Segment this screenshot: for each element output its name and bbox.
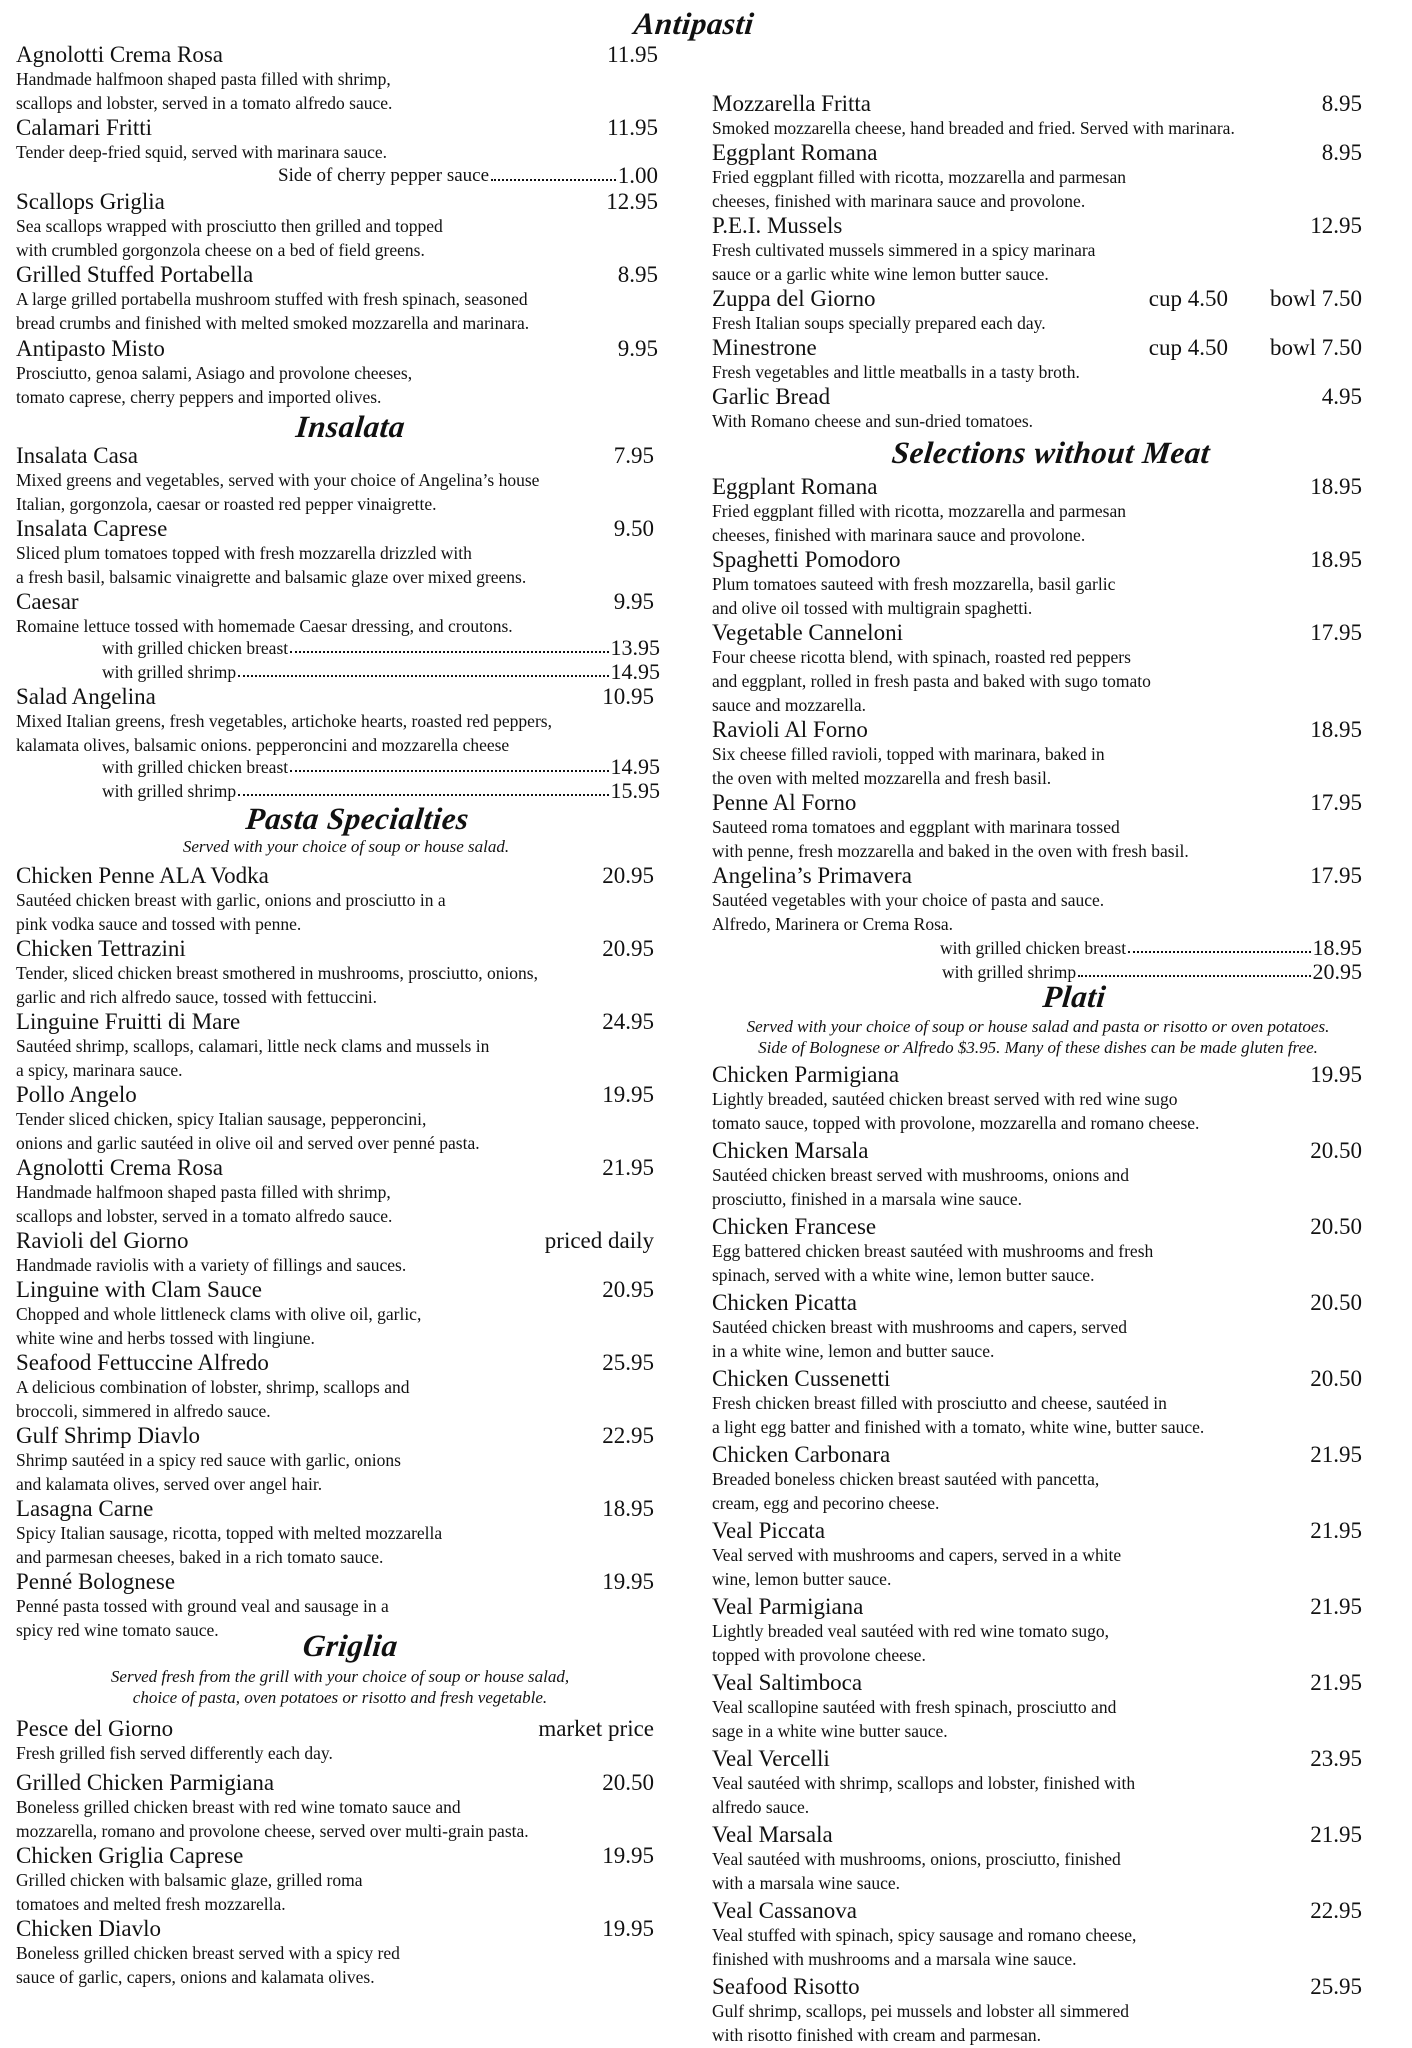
menu-item-bolognese [16,1569,660,1642]
dot-leader [238,660,608,677]
item-description: Mixed Italian greens, fresh vegetables, artichoke hearts, roasted red peppers, kalamata olives, balsamic onions. pepperoncini and mozzarella cheese [16,711,552,755]
angelina-chicken-addon [102,755,660,779]
item-price: 19.95 [602,1569,654,1594]
item-name: Insalata Casa [16,443,138,468]
item-description: With Romano cheese and sun-dried tomatoes. [712,411,1034,431]
dot-leader [1128,936,1310,953]
menu-item-mozzarella-fritta [712,91,1362,140]
item-price: 21.95 [1310,1822,1362,1847]
item-description: Sautéed chicken breast with mushrooms and capers, served in a white wine, lemon and butter sauce. [712,1317,1128,1361]
item-price: 9.50 [613,516,654,541]
item-price: market price [538,1716,654,1741]
item-price: 20.95 [602,936,654,961]
item-name: Chicken Marsala [712,1138,869,1163]
item-price: 25.95 [1310,1974,1362,1999]
item-description: Sliced plum tomatoes topped with fresh mozzarella drizzled with a fresh basil, balsamic vinaigrette and balsamic glaze over mixed greens. [16,543,527,587]
item-price: 12.95 [606,189,658,214]
item-description: Sautéed shrimp, scallops, calamari, little neck clams and mussels in a spicy, marinara sauce. [16,1036,490,1080]
item-name: Minestrone [712,335,817,360]
dot-leader [290,636,608,653]
item-description: Tender deep-fried squid, served with marinara sauce. [16,142,387,162]
item-description: Fried eggplant filled with ricotta, mozzarella and parmesan cheeses, finished with marinara sauce and provolone. [712,167,1127,211]
menu-item-agnolotti-antipasti [16,42,660,115]
addon-label: with grilled chicken breast [940,938,1127,958]
item-name: Insalata Caprese [16,516,168,541]
addon-price: 15.95 [610,778,660,803]
item-description: Smoked mozzarella cheese, hand breaded and fried. Served with marinara. [712,118,1235,138]
item-name: Linguine with Clam Sauce [16,1277,262,1302]
item-name: Chicken Diavlo [16,1916,161,1941]
menu-item-lasagna [16,1496,660,1569]
item-price: bowl 7.50 [1270,286,1362,311]
pasta-specialties-title: Pasta Specialties [244,801,471,836]
menu-item-caesar [16,589,660,638]
item-price: 19.95 [1310,1062,1362,1087]
item-cup-price: cup 4.50 [1148,286,1228,311]
addon-label: with grilled shrimp [102,662,237,682]
plati-note: Served with your choice of soup or house salad and pasta or risotto or oven potatoes. Side of Bolognese or Alfredo $3.95. Many of these dishes can be made gluten free. [746,1017,1330,1057]
item-price: 20.50 [602,1770,654,1795]
angelina-shrimp-addon [102,779,660,803]
dot-leader [238,779,608,796]
menu-item-portabella [16,262,660,335]
item-description: Shrimp sautéed in a spicy red sauce with garlic, onions and kalamata olives, served over angel hair. [16,1450,401,1494]
griglia-title: Griglia [301,1628,400,1663]
item-price: 7.95 [613,443,654,468]
item-description: Lightly breaded, sautéed chicken breast served with red wine sugo tomato sauce, topped with provolone, mozzarella and romano cheese. [712,1089,1200,1133]
item-description: Veal served with mushrooms and capers, served in a white wine, lemon butter sauce. [712,1545,1122,1589]
item-description: Veal scallopine sautéed with fresh spinach, prosciutto and sage in a white wine butter sauce. [712,1697,1117,1741]
item-name: Chicken Penne ALA Vodka [16,863,269,888]
item-description: Penné pasta tossed with ground veal and sausage in a spicy red wine tomato sauce. [16,1596,389,1640]
pasta-note: Served with your choice of soup or house salad. [182,837,510,856]
item-price: 8.95 [617,262,658,287]
item-description: A delicious combination of lobster, shrimp, scallops and broccoli, simmered in alfredo sauce. [16,1377,410,1421]
item-description: Chopped and whole littleneck clams with olive oil, garlic, white wine and herbs tossed with lingiune. [16,1304,422,1348]
item-description: Boneless grilled chicken breast with red wine tomato sauce and mozzarella, romano and provolone cheese, served over multi-grain pasta. [16,1797,529,1841]
item-price: 20.95 [602,1277,654,1302]
item-name: Lasagna Carne [16,1496,154,1521]
item-description: Handmade halfmoon shaped pasta filled with shrimp, scallops and lobster, served in a tomato alfredo sauce. [16,69,393,113]
item-name: Angelina’s Primavera [712,863,912,888]
menu-item-tettrazini [16,936,660,1009]
menu-item-chicken-marsala [712,1138,1362,1211]
addon-price: 13.95 [610,635,660,660]
item-name: Veal Parmigiana [712,1594,864,1619]
item-name: Gulf Shrimp Diavlo [16,1423,200,1448]
item-price: 9.95 [613,589,654,614]
item-name: Penne Al Forno [712,790,857,815]
item-name: Veal Vercelli [712,1746,830,1771]
item-description: Tender sliced chicken, spicy Italian sausage, pepperoncini, onions and garlic sautéed in olive oil and served over penné pasta. [16,1109,480,1153]
item-name: Chicken Francese [712,1214,877,1239]
item-name: Chicken Cussenetti [712,1366,891,1391]
menu-item-clam-sauce [16,1277,660,1350]
menu-item-gulf-shrimp [16,1423,660,1496]
item-name: Chicken Griglia Caprese [16,1843,244,1868]
menu-item-primavera [712,863,1362,936]
menu-item-minestrone [712,335,1362,384]
item-name: Grilled Stuffed Portabella [16,262,254,287]
item-description: Fresh cultivated mussels simmered in a spicy marinara sauce or a garlic white wine lemon butter sauce. [712,240,1096,284]
addon-label: with grilled chicken breast [102,638,289,658]
item-description: Romaine lettuce tossed with homemade Caesar dressing, and croutons. [16,616,513,636]
item-name: Grilled Chicken Parmigiana [16,1770,275,1795]
item-price: 20.95 [602,863,654,888]
item-price: 17.95 [1310,863,1362,888]
item-price: 20.50 [1310,1366,1362,1391]
addon-price: 18.95 [1312,935,1362,960]
item-price: 25.95 [602,1350,654,1375]
item-name: Spaghetti Pomodoro [712,547,901,572]
item-name: Salad Angelina [16,684,156,709]
menu-item-ravioli-giorno [16,1228,660,1277]
menu-item-chicken-cussenetti [712,1366,1362,1439]
menu-item-antipasto-misto [16,336,660,409]
item-name: Chicken Carbonara [712,1442,891,1467]
primavera-shrimp-addon [942,960,1362,984]
addon-price: 20.95 [1312,959,1362,984]
dot-leader [290,755,608,772]
without-meat-title: Selections without Meat [890,435,1213,470]
griglia-note: Served fresh from the grill with your choice of soup or house salad, choice of pasta, oven potatoes or risotto and fresh vegetable. [110,1667,570,1707]
item-name: Seafood Fettuccine Alfredo [16,1350,269,1375]
item-name: Caesar [16,589,79,614]
item-price: 24.95 [602,1009,654,1034]
item-name: Seafood Risotto [712,1974,860,1999]
item-description: Fried eggplant filled with ricotta, mozzarella and parmesan cheeses, finished with marinara sauce and provolone. [712,501,1127,545]
item-name: Eggplant Romana [712,140,878,165]
item-price: 8.95 [1321,91,1362,116]
dot-leader [1078,960,1310,977]
item-description: Veal stuffed with spinach, spicy sausage and romano cheese, finished with mushrooms and a marsala wine sauce. [712,1925,1137,1969]
item-price: 11.95 [607,42,658,67]
item-price: 18.95 [602,1496,654,1521]
item-price: 20.50 [1310,1290,1362,1315]
item-description: Plum tomatoes sauteed with fresh mozzarella, basil garlic and olive oil tossed with multigrain spaghetti. [712,574,1116,618]
item-price: 18.95 [1310,474,1362,499]
menu-item-eggplant-romana [712,474,1362,547]
item-description: Tender, sliced chicken breast smothered in mushrooms, prosciutto, onions, garlic and rich alfredo sauce, tossed with fettuccini. [16,963,538,1007]
item-price: 8.95 [1321,140,1362,165]
menu-item-seafood-risotto [712,1974,1362,2047]
item-name: Vegetable Canneloni [712,620,903,645]
item-price: 11.95 [607,115,658,140]
item-price: 19.95 [602,1082,654,1107]
item-description: Fresh grilled fish served differently each day. [16,1743,333,1763]
menu-item-griglia-caprese [16,1843,660,1916]
menu-item-salad-angelina [16,684,660,757]
menu-item-pollo-angelo [16,1082,660,1155]
item-name: Antipasto Misto [16,336,165,361]
item-price: 20.50 [1310,1138,1362,1163]
menu-item-chicken-picatta [712,1290,1362,1363]
item-description: Spicy Italian sausage, ricotta, topped with melted mozzarella and parmesan cheeses, baked in a rich tomato sauce. [16,1523,443,1567]
item-price: 22.95 [1310,1898,1362,1923]
menu-item-grilled-chicken-parm [16,1770,660,1843]
item-description: Handmade halfmoon shaped pasta filled with shrimp, scallops and lobster, served in a tomato alfredo sauce. [16,1182,393,1226]
menu-item-chicken-diavlo [16,1916,660,1989]
item-description: Prosciutto, genoa salami, Asiago and provolone cheeses, tomato caprese, cherry peppers and imported olives. [16,363,413,407]
item-name: Linguine Fruitti di Mare [16,1009,241,1034]
item-price: 18.95 [1310,547,1362,572]
menu-item-pesce [16,1716,660,1765]
item-name: Pollo Angelo [16,1082,137,1107]
calamari-side-addon [278,164,658,188]
item-price: 23.95 [1310,1746,1362,1771]
item-price: 17.95 [1310,620,1362,645]
item-description: Handmade raviolis with a variety of fillings and sauces. [16,1255,407,1275]
item-name: Scallops Griglia [16,189,165,214]
item-name: Veal Piccata [712,1518,826,1543]
insalata-title: Insalata [294,409,408,444]
item-name: Mozzarella Fritta [712,91,872,116]
menu-item-calamari [16,115,660,164]
item-name: Pesce del Giorno [16,1716,174,1741]
item-price: 21.95 [602,1155,654,1180]
item-price: 22.95 [602,1423,654,1448]
item-name: Ravioli del Giorno [16,1228,189,1253]
item-description: Fresh vegetables and little meatballs in a tasty broth. [712,362,1080,382]
item-description: Egg battered chicken breast sautéed with mushrooms and fresh spinach, served with a white wine, lemon butter sauce. [712,1241,1154,1285]
item-description: Boneless grilled chicken breast served with a spicy red sauce of garlic, capers, onions and kalamata olives. [16,1943,400,1987]
item-price: 20.50 [1310,1214,1362,1239]
addon-price: 14.95 [610,659,660,684]
item-price: 19.95 [602,1843,654,1868]
menu-item-chicken-parmigiana [712,1062,1362,1135]
addon-label: Side of cherry pepper sauce [278,165,490,186]
item-price: 19.95 [602,1916,654,1941]
item-price: 10.95 [602,684,654,709]
item-description: Mixed greens and vegetables, served with your choice of Angelina’s house Italian, gorgonzola, caesar or roasted red pepper vinaigrette. [16,470,540,514]
item-name: Ravioli Al Forno [712,717,868,742]
item-price: 18.95 [1310,717,1362,742]
menu-item-scallops [16,189,660,262]
item-description: Sauteed roma tomatoes and eggplant with marinara tossed with penne, fresh mozzarella and baked in the oven with fresh basil. [712,817,1189,861]
item-price: 12.95 [1310,213,1362,238]
item-description: Lightly breaded veal sautéed with red wine tomato sugo, topped with provolone cheese. [712,1621,1110,1665]
menu-item-fruitti-di-mare [16,1009,660,1082]
menu-item-penne-forno [712,790,1362,863]
menu-item-veal-cassanova [712,1898,1362,1971]
item-name: Agnolotti Crema Rosa [16,42,223,67]
menu-item-veal-saltimboca [712,1670,1362,1743]
item-description: Breaded boneless chicken breast sautéed with pancetta, cream, egg and pecorino cheese. [712,1469,1100,1513]
item-price: 21.95 [1310,1442,1362,1467]
addon-price: 14.95 [610,754,660,779]
item-description: A large grilled portabella mushroom stuffed with fresh spinach, seasoned bread crumbs and finished with melted smoked mozzarella and marinara. [16,289,530,333]
item-name: Veal Cassanova [712,1898,857,1923]
antipasti-title: Antipasti [632,6,756,41]
plati-title: Plati [1041,979,1108,1014]
item-price: priced daily [544,1228,654,1253]
menu-item-veal-vercelli [712,1746,1362,1819]
item-price: 21.95 [1310,1518,1362,1543]
item-description: Gulf shrimp, scallops, pei mussels and lobster all simmered with risotto finished with cream and parmesan. [712,2001,1130,2045]
item-price: 21.95 [1310,1670,1362,1695]
menu-item-veal-piccata [712,1518,1362,1591]
item-price: 17.95 [1310,790,1362,815]
item-price: 9.95 [617,336,658,361]
addon-label: with grilled shrimp [102,781,237,801]
menu-item-zuppa [712,286,1362,335]
addon-price: 1.00 [617,163,658,188]
menu-item-chicken-francese [712,1214,1362,1287]
item-description: Veal sautéed with mushrooms, onions, prosciutto, finished with a marsala wine sauce. [712,1849,1121,1893]
primavera-chicken-addon [940,936,1362,960]
menu-item-eggplant-antipasti [712,140,1362,213]
item-name: Zuppa del Giorno [712,286,876,311]
item-price: bowl 7.50 [1270,335,1362,360]
caesar-shrimp-addon [102,660,660,684]
item-description: Grilled chicken with balsamic glaze, grilled roma tomatoes and melted fresh mozzarella. [16,1870,363,1914]
item-name: Penné Bolognese [16,1569,176,1594]
item-description: Fresh chicken breast filled with prosciutto and cheese, sautéed in a light egg batter and finished with a tomato, white wine, butter sauce. [712,1393,1205,1437]
item-description: Sautéed chicken breast served with mushrooms, onions and prosciutto, finished in a marsala wine sauce. [712,1165,1129,1209]
item-name: Chicken Tettrazini [16,936,186,961]
item-name: Chicken Picatta [712,1290,857,1315]
caesar-chicken-addon [102,636,660,660]
item-name: Calamari Fritti [16,115,153,140]
item-description: Six cheese filled ravioli, topped with marinara, baked in the oven with melted mozzarella and fresh basil. [712,744,1105,788]
menu-item-veal-parmigiana [712,1594,1362,1667]
menu-item-insalata-caprese [16,516,660,589]
item-description: Sea scallops wrapped with prosciutto then grilled and topped with crumbled gorgonzola cheese on a bed of field greens. [16,216,443,260]
menu-item-agnolotti-pasta [16,1155,660,1228]
addon-label: with grilled shrimp [942,962,1077,982]
item-name: Garlic Bread [712,384,831,409]
menu-item-insalata-casa [16,443,660,516]
menu-item-chicken-carbonara [712,1442,1362,1515]
dot-leader [491,164,616,181]
item-cup-price: cup 4.50 [1148,335,1228,360]
menu-item-spaghetti-pomodoro [712,547,1362,620]
menu-item-seafood-fettuccine [16,1350,660,1423]
item-price: 21.95 [1310,1594,1362,1619]
menu-item-mussels [712,213,1362,286]
item-description: Sautéed chicken breast with garlic, onions and prosciutto in a pink vodka sauce and tossed with penne. [16,890,446,934]
menu-item-penne-vodka [16,863,660,936]
menu-item-ravioli-forno [712,717,1362,790]
item-name: P.E.I. Mussels [712,213,843,238]
item-description: Fresh Italian soups specially prepared each day. [712,313,1046,333]
item-price: 4.95 [1321,384,1362,409]
item-name: Agnolotti Crema Rosa [16,1155,223,1180]
item-name: Veal Saltimboca [712,1670,863,1695]
item-description: Four cheese ricotta blend, with spinach, roasted red peppers and eggplant, rolled in fresh pasta and baked with sugo tomato sauce and mozzarella. [712,647,1151,715]
item-name: Veal Marsala [712,1822,833,1847]
menu-item-canneloni [712,620,1362,717]
item-name: Eggplant Romana [712,474,878,499]
menu-item-veal-marsala [712,1822,1362,1895]
item-name: Chicken Parmigiana [712,1062,900,1087]
addon-label: with grilled chicken breast [102,757,289,777]
item-description: Veal sautéed with shrimp, scallops and lobster, finished with alfredo sauce. [712,1773,1136,1817]
item-description: Sautéed vegetables with your choice of pasta and sauce. Alfredo, Marinera or Crema Rosa. [712,890,1105,934]
menu-item-garlic-bread [712,384,1362,433]
